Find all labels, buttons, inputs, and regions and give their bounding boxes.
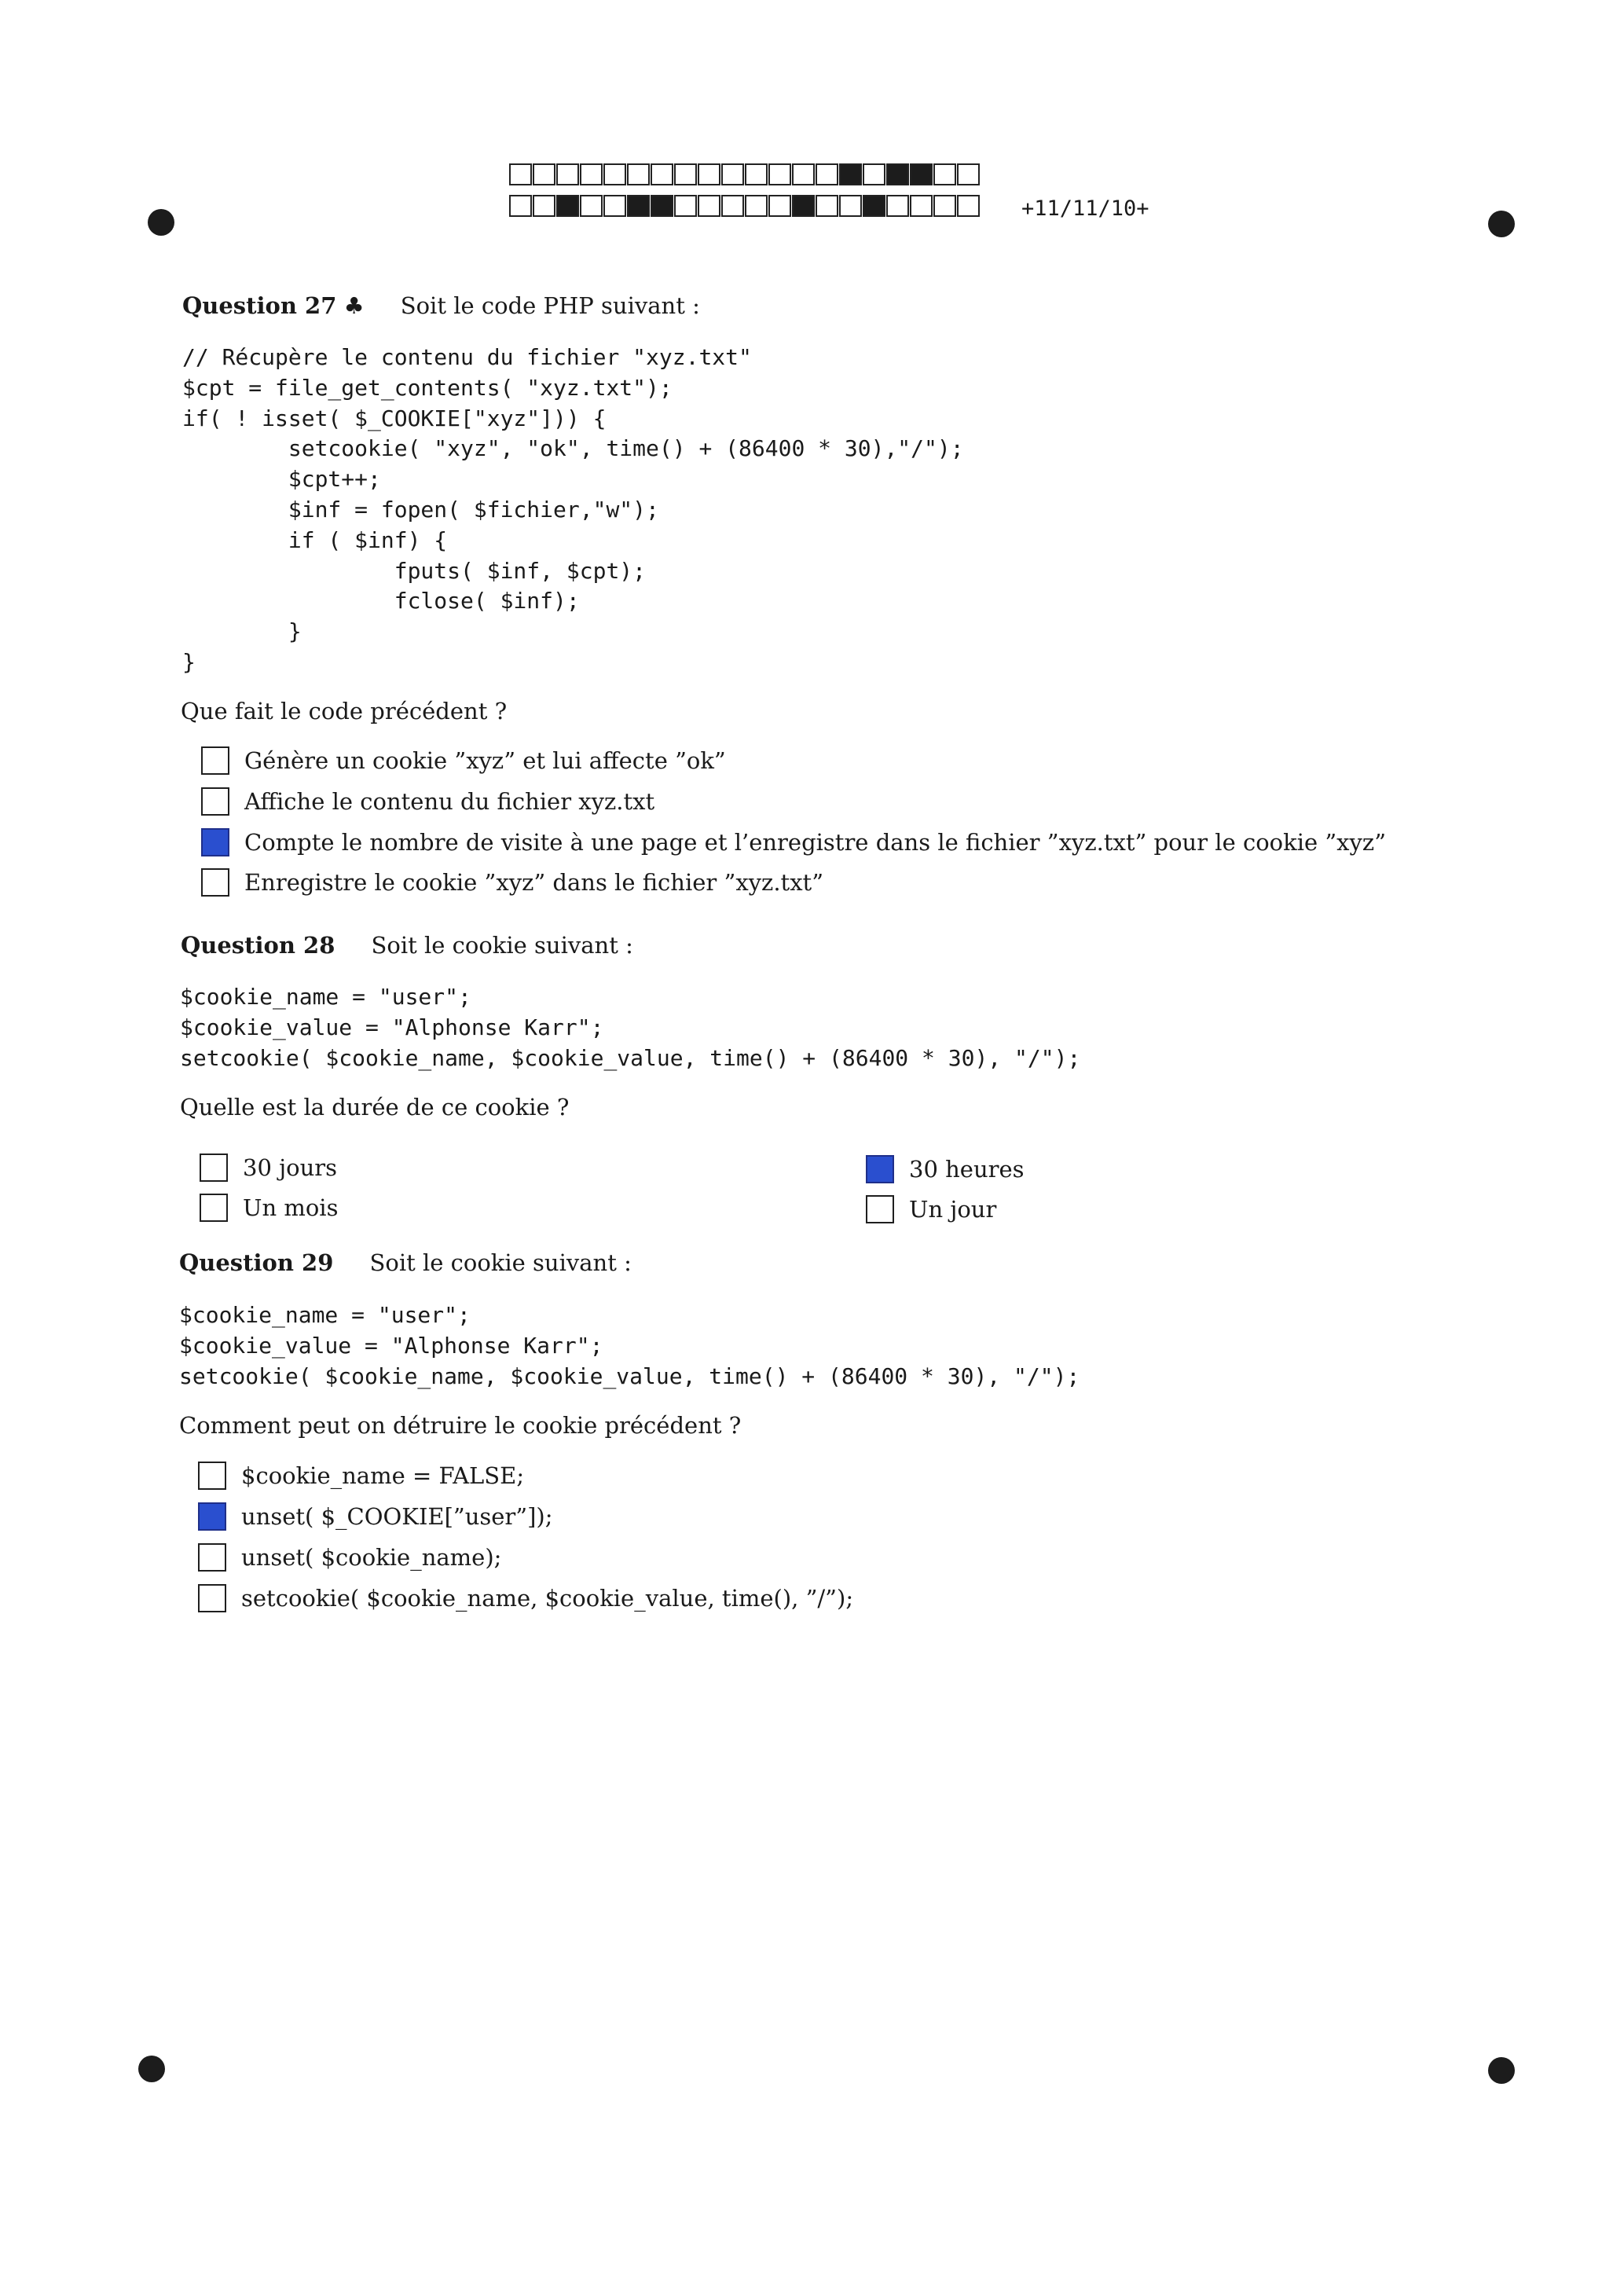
choice-label: Génère un cookie ”xyz” et lui affecte ”ok”: [244, 747, 726, 774]
question-29-choice-3[interactable]: [198, 1543, 501, 1572]
question-28-prompt: Quelle est la durée de ce cookie ?: [180, 1094, 570, 1120]
question-27-code: // Récupère le contenu du fichier "xyz.txt" $cpt = file_get_contents( "xyz.txt"); if( ! isset( $_COOKIE["xyz"])) { setcookie( "xyz", "ok", time() + (86400 * 30),"/"); $cpt++; $inf = fopen( $fichier,"w"); if ( $inf) { fputs( $inf, $cpt); fclose( $inf); } }: [182, 344, 964, 675]
choice-label: Enregistre le cookie ”xyz” dans le fichier ”xyz.txt”: [244, 869, 824, 896]
answer-checkbox-checked[interactable]: [866, 1155, 894, 1183]
question-29-choice-2[interactable]: [198, 1502, 553, 1531]
page-code: +11/11/10+: [1021, 196, 1149, 221]
page-barcode-row-2: [509, 195, 981, 218]
answer-checkbox[interactable]: [200, 1154, 228, 1182]
question-27-choice-3[interactable]: [201, 828, 1386, 856]
question-27-intro: Soit le code PHP suivant :: [400, 292, 700, 319]
question-29-prompt: Comment peut on détruire le cookie précédent ?: [179, 1412, 742, 1439]
question-28-choice-3[interactable]: [866, 1155, 1025, 1183]
question-28-code: $cookie_name = "user"; $cookie_value = "Alphonse Karr"; setcookie( $cookie_name, $cookie_value, time() + (86400 * 30), "/");: [180, 984, 1081, 1071]
choice-label: setcookie( $cookie_name, $cookie_value, time(), ”/”);: [241, 1585, 854, 1612]
answer-checkbox[interactable]: [200, 1194, 228, 1222]
question-27-choice-1[interactable]: [201, 746, 726, 775]
registration-mark-top-right: [1488, 211, 1515, 237]
answer-checkbox[interactable]: [201, 787, 229, 816]
question-28-intro: Soit le cookie suivant :: [371, 932, 633, 959]
question-29-title: Question 29: [179, 1249, 334, 1276]
question-27-choice-4[interactable]: [201, 868, 823, 897]
choice-label: $cookie_name = FALSE;: [241, 1462, 525, 1489]
question-27-title: Question 27: [182, 292, 337, 319]
registration-mark-bottom-left: [138, 2056, 165, 2082]
answer-checkbox[interactable]: [198, 1462, 226, 1490]
answer-checkbox-checked[interactable]: [198, 1502, 226, 1531]
question-29-code: $cookie_name = "user"; $cookie_value = "Alphonse Karr"; setcookie( $cookie_name, $cookie_value, time() + (86400 * 30), "/");: [179, 1302, 1080, 1389]
choice-label: Un jour: [909, 1196, 997, 1223]
choice-label: 30 jours: [243, 1154, 337, 1181]
question-27-prompt: Que fait le code précédent ?: [181, 698, 508, 724]
question-28-choice-2[interactable]: [200, 1194, 338, 1222]
question-29-choice-1[interactable]: [198, 1462, 524, 1490]
question-29-header: [179, 1249, 632, 1276]
question-27-header: [182, 292, 700, 319]
registration-mark-bottom-right: [1488, 2057, 1515, 2084]
question-28-title: Question 28: [181, 932, 335, 959]
question-28-choice-4[interactable]: [866, 1195, 996, 1223]
page-barcode-row-1: [509, 163, 981, 187]
answer-checkbox[interactable]: [201, 746, 229, 775]
question-29-intro: Soit le cookie suivant :: [369, 1249, 632, 1276]
answer-checkbox[interactable]: [198, 1584, 226, 1612]
answer-checkbox-checked[interactable]: [201, 828, 229, 856]
choice-label: Affiche le contenu du fichier xyz.txt: [244, 788, 655, 815]
question-28-choice-1[interactable]: [200, 1154, 337, 1182]
choice-label: Compte le nombre de visite à une page et l’enregistre dans le fichier ”xyz.txt” pour le cookie ”xyz”: [244, 829, 1387, 856]
registration-mark-top-left: [148, 209, 174, 236]
choice-label: 30 heures: [909, 1156, 1025, 1183]
choice-label: unset( $_COOKIE[”user”]);: [241, 1503, 553, 1530]
question-28-header: [181, 932, 633, 959]
answer-checkbox[interactable]: [201, 868, 229, 897]
question-27-choice-2[interactable]: [201, 787, 654, 816]
answer-checkbox[interactable]: [866, 1195, 894, 1223]
choice-label: Un mois: [243, 1194, 339, 1221]
club-icon: ♣: [343, 292, 365, 319]
answer-checkbox[interactable]: [198, 1543, 226, 1572]
question-29-choice-4[interactable]: [198, 1584, 853, 1612]
choice-label: unset( $cookie_name);: [241, 1544, 502, 1571]
